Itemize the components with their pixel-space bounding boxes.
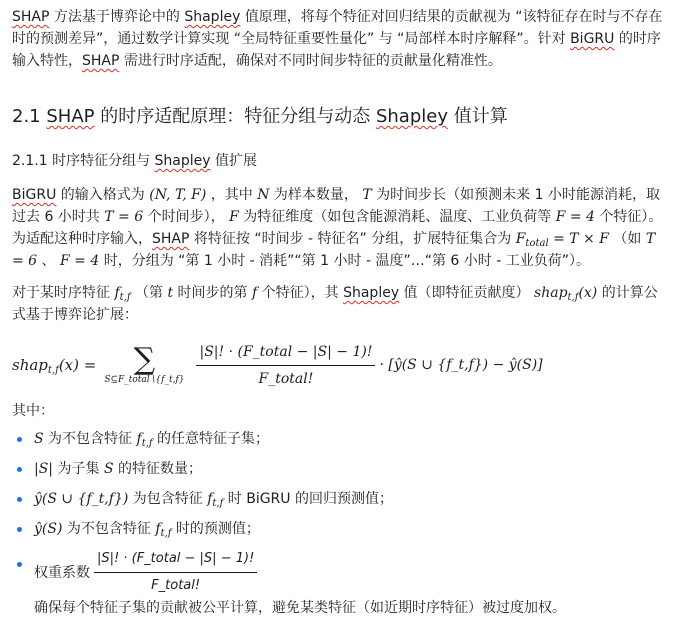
list-item <box>12 518 666 540</box>
math: F = 4 <box>555 209 595 225</box>
text: 值计算 <box>447 106 508 127</box>
text: 的时序输入特性， <box>12 31 661 69</box>
input-format-paragraph <box>12 184 666 272</box>
text: 的输入格式为 <box>56 187 150 203</box>
spell-word: Shapley <box>343 285 400 301</box>
fraction-numerator: |S|! · (F_total − |S| − 1)! <box>94 548 257 573</box>
math-sub: t,f <box>47 365 59 376</box>
spell-word: BiGRU <box>570 31 615 47</box>
text: 、 <box>37 253 60 269</box>
math: T <box>362 187 372 203</box>
text: 对于某时序特征 <box>12 285 115 301</box>
math: S <box>34 431 44 447</box>
fraction-denominator: F_total! <box>258 370 314 387</box>
math: ŷ(S ∪ {f_t,f}) <box>34 491 129 507</box>
spell-word: Shapley <box>154 153 211 169</box>
formula-lhs <box>12 354 96 376</box>
text: 2.1.1 时序特征分组与 <box>12 153 155 169</box>
spell-word: Shapley <box>375 106 448 127</box>
spell-word: SHAP <box>46 106 95 127</box>
text: 个特征）。为适配这种时序输入， <box>12 209 663 247</box>
math-sub: t,f <box>212 498 224 509</box>
text: 时 BiGRU 的回归预测值； <box>223 491 393 507</box>
section-heading <box>12 104 666 130</box>
math <box>534 285 597 301</box>
text: 时的预测值； <box>171 521 260 537</box>
list-item <box>12 428 666 450</box>
math-part: f <box>114 285 120 301</box>
text: 时间步的第 <box>173 285 252 301</box>
text: （如 <box>608 231 646 247</box>
text: 权重系数 <box>34 564 90 581</box>
formula-rhs: · [ŷ(S ∪ {f_t,f}) − ŷ(S)] <box>379 357 543 373</box>
math <box>137 431 153 447</box>
shapley-formula <box>12 334 666 396</box>
text: 值扩展 <box>210 153 257 169</box>
text: 的特征数量； <box>113 461 202 477</box>
math: T = 6 <box>104 209 144 225</box>
math <box>207 491 223 507</box>
math: N <box>257 187 270 203</box>
subsection-heading <box>12 150 666 172</box>
text: 方法基于博弈论中的 <box>49 9 185 25</box>
text: 为时间步长（如预测未来 1 小时能源消耗，取过去 6 小时共 <box>12 187 660 225</box>
math <box>104 461 114 477</box>
fraction-denominator: F_total! <box>151 578 201 593</box>
text: 2.1 <box>12 106 47 127</box>
text: ，其中 <box>206 187 258 203</box>
text: 为不包含特征 <box>62 521 156 537</box>
list-item <box>12 548 666 619</box>
math: |S| <box>34 461 54 477</box>
math: F = 4 <box>60 253 100 269</box>
spell-word: Shapley <box>184 9 241 25</box>
text: 的时序适配原理：特征分组与动态 <box>94 106 376 127</box>
math-part: S <box>103 461 114 477</box>
math-part: (x) <box>578 285 598 301</box>
text: 个时间步）， <box>143 209 230 225</box>
math-sub: t,f <box>160 528 172 539</box>
math-part: F <box>515 231 526 247</box>
sigma-symbol: ∑ <box>133 341 156 377</box>
text: 为子集 <box>53 461 104 477</box>
math-part: = T × F <box>548 231 609 247</box>
text: 将特征按 “时间步 - 特征名” 分组，扩展特征集合为 <box>189 231 516 247</box>
math: (N, T, F) <box>149 187 207 203</box>
math-part: (x) = <box>58 356 97 374</box>
text: 确保每个特征子集的贡献被公平计算，避免某类特征（如近期时序特征）被过度加权。 <box>34 600 566 616</box>
math-part: f <box>155 521 161 537</box>
intro-paragraph <box>12 6 666 72</box>
text: 为特征维度（如包含能源消耗、温度、工业负荷等 <box>238 209 556 225</box>
text: 的任意特征子集； <box>152 431 270 447</box>
math: F <box>229 209 239 225</box>
spell-word: SHAP <box>12 9 50 25</box>
spell-word: SHAP <box>82 53 120 69</box>
math: T = 6 <box>12 231 656 269</box>
math-sub: t,f <box>567 292 579 303</box>
text: 为样本数量， <box>269 187 363 203</box>
math-part: shap <box>12 356 48 374</box>
math: t <box>167 285 174 301</box>
text: 个特征），其 <box>257 285 344 301</box>
spell-word: SHAP <box>152 231 190 247</box>
summation-range: S⊆F_total∖{f_t,f} <box>104 374 185 385</box>
summation <box>104 341 185 386</box>
text: 为包含特征 <box>128 491 208 507</box>
where-label: 其中： <box>12 403 54 419</box>
list-item <box>12 488 666 510</box>
math-sub: t,f <box>119 292 131 303</box>
math <box>516 231 609 247</box>
weight-fraction <box>196 341 375 390</box>
math-sub: total <box>525 238 549 249</box>
text: 值（即特征贡献度） <box>399 285 535 301</box>
list-item <box>12 458 666 480</box>
shapley-definition-paragraph <box>12 282 666 326</box>
text: 时，分组为 “第 1 小时 - 消耗”“第 1 小时 - 温度”…“第 6 小时 - 工业负荷”）。 <box>99 253 590 269</box>
math <box>114 285 130 301</box>
spell-word: BiGRU <box>12 187 57 203</box>
text: 的计算公式基于博弈论扩展： <box>12 285 658 323</box>
text: （第 <box>130 285 168 301</box>
math: f <box>252 285 258 301</box>
text: 为不包含特征 <box>43 431 137 447</box>
weight-fraction <box>94 548 257 597</box>
math: ŷ(S) <box>34 521 63 537</box>
math-part: f <box>136 431 142 447</box>
text: 需进行时序适配，确保对不同时间步特征的贡献量化精准性。 <box>119 53 502 69</box>
math-part: f <box>207 491 213 507</box>
math <box>155 521 171 537</box>
text: 值原理，将每个特征对回归结果的贡献视为 “该特征存在时与不存在时的预测差异”，通过数学计算实现 “全局特征重要性量化” 与 “局部样本时序解释”。针对 <box>12 9 663 47</box>
definition-list <box>12 428 666 619</box>
math-part: shap <box>534 285 568 301</box>
math-sub: t,f <box>141 438 153 449</box>
fraction-numerator: |S|! · (F_total − |S| − 1)! <box>196 341 375 366</box>
